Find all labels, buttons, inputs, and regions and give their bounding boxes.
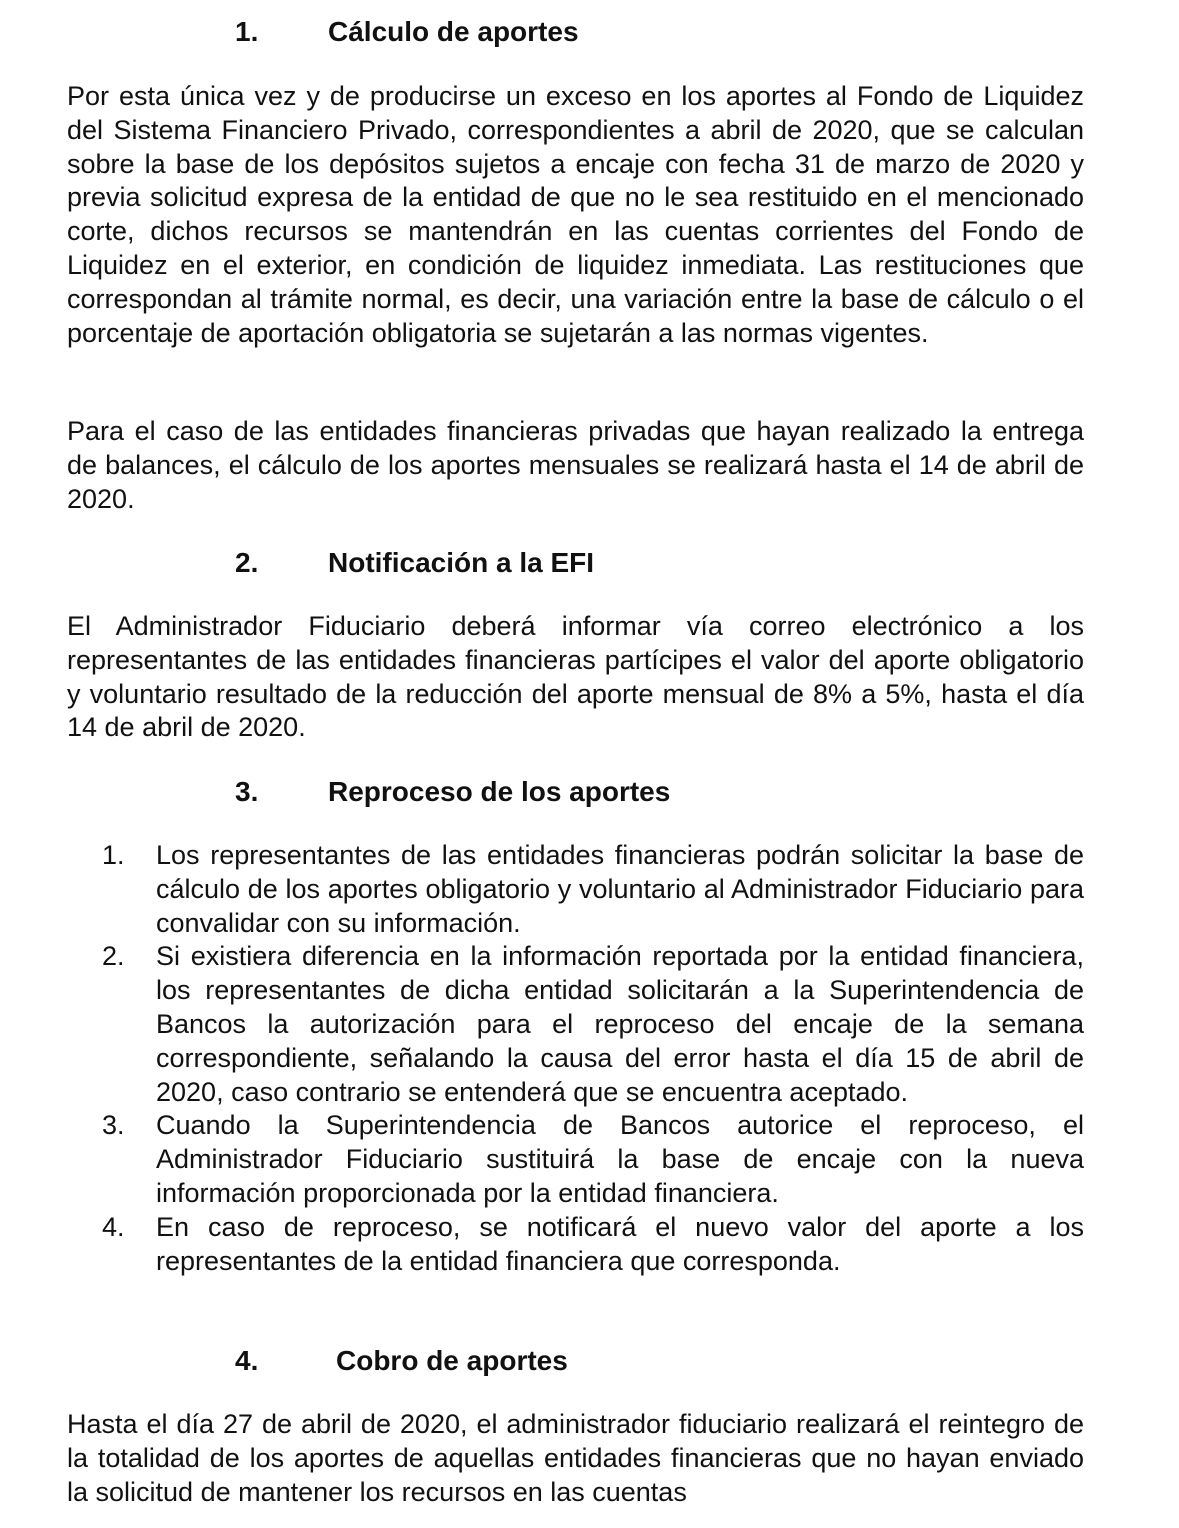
list-marker: 4. [102, 1211, 125, 1242]
list-item [100, 839, 1084, 940]
list-marker: 1. [102, 840, 125, 870]
section-title: Cálculo de aportes [328, 16, 579, 47]
section-number: 2. [235, 547, 259, 578]
list-item [100, 1211, 1084, 1279]
section-number: 3. [235, 776, 259, 807]
section-title: Notificación a la EFI [328, 547, 595, 578]
list-marker: 2. [102, 941, 125, 972]
section-number: 4. [235, 1345, 259, 1376]
list-item-text: En caso de reproceso, se notificará el nuevo valor del aporte a los representantes de la entidad financiera que corresponda. [156, 1211, 1084, 1276]
list-item-text: Cuando la Superintendencia de Bancos autorice el reproceso, el Administrador Fiduciario sustituirá la base de encaje con la nueva información proporcionada por la entidad financiera. [156, 1110, 1084, 1208]
numbered-list [100, 839, 1084, 1278]
paragraph: El Administrador Fiduciario deberá informar vía correo electrónico a los representantes de las entidades financieras partícipes el valor del aporte obligatorio y voluntario resultado de la reducción del aporte mensual de 8% a 5%, hasta el día 14 de abril de 2020. [67, 611, 1084, 743]
paragraph: Hasta el día 27 de abril de 2020, el administrador fiduciario realizará el reintegro de la totalidad de los aportes de aquellas entidades financieras que no hayan enviado la solicitud de mantener los recursos en las cuentas [67, 1409, 1084, 1507]
list-item [100, 940, 1084, 1109]
list-item-text: Los representantes de las entidades financieras podrán solicitar la base de cálculo de los aportes obligatorio y voluntario al Administrador Fiduciario para convalidar con su información. [156, 840, 1084, 938]
section-title: Reproceso de los aportes [328, 776, 671, 807]
paragraph: Por esta única vez y de producirse un exceso en los aportes al Fondo de Liquidez del Sistema Financiero Privado, correspondientes a abril de 2020, que se calculan sobre la base de los depósitos sujetos a encaje con fecha 31 de marzo de 2020 y previa solicitud expresa de la entidad de que no le sea restituido en el mencionado corte, dichos recursos se mantendrán en las cuentas corrientes del Fondo de Liquidez en el exterior, en condición de liquidez inmediata. Las restituciones que correspondan al trámite normal, es decir, una variación entre la base de cálculo o el porcentaje de aportación obligatoria se sujetarán a las normas vigentes. [67, 81, 1084, 348]
list-item [100, 1109, 1084, 1210]
list-marker: 3. [102, 1110, 125, 1141]
list-item-text: Si existiera diferencia en la información reportada por la entidad financiera, los representantes de dicha entidad solicitarán a la Superintendencia de Bancos la autorización para el reproceso del encaje de la semana correspondiente, señalando la causa del error hasta el día 15 de abril de 2020, caso contrario se entenderá que se encuentra aceptado. [156, 941, 1084, 1107]
section-title: Cobro de aportes [336, 1345, 568, 1376]
paragraph: Para el caso de las entidades financieras privadas que hayan realizado la entrega de balances, el cálculo de los aportes mensuales se realizará hasta el 14 de abril de 2020. [67, 416, 1084, 514]
section-number: 1. [235, 16, 259, 47]
